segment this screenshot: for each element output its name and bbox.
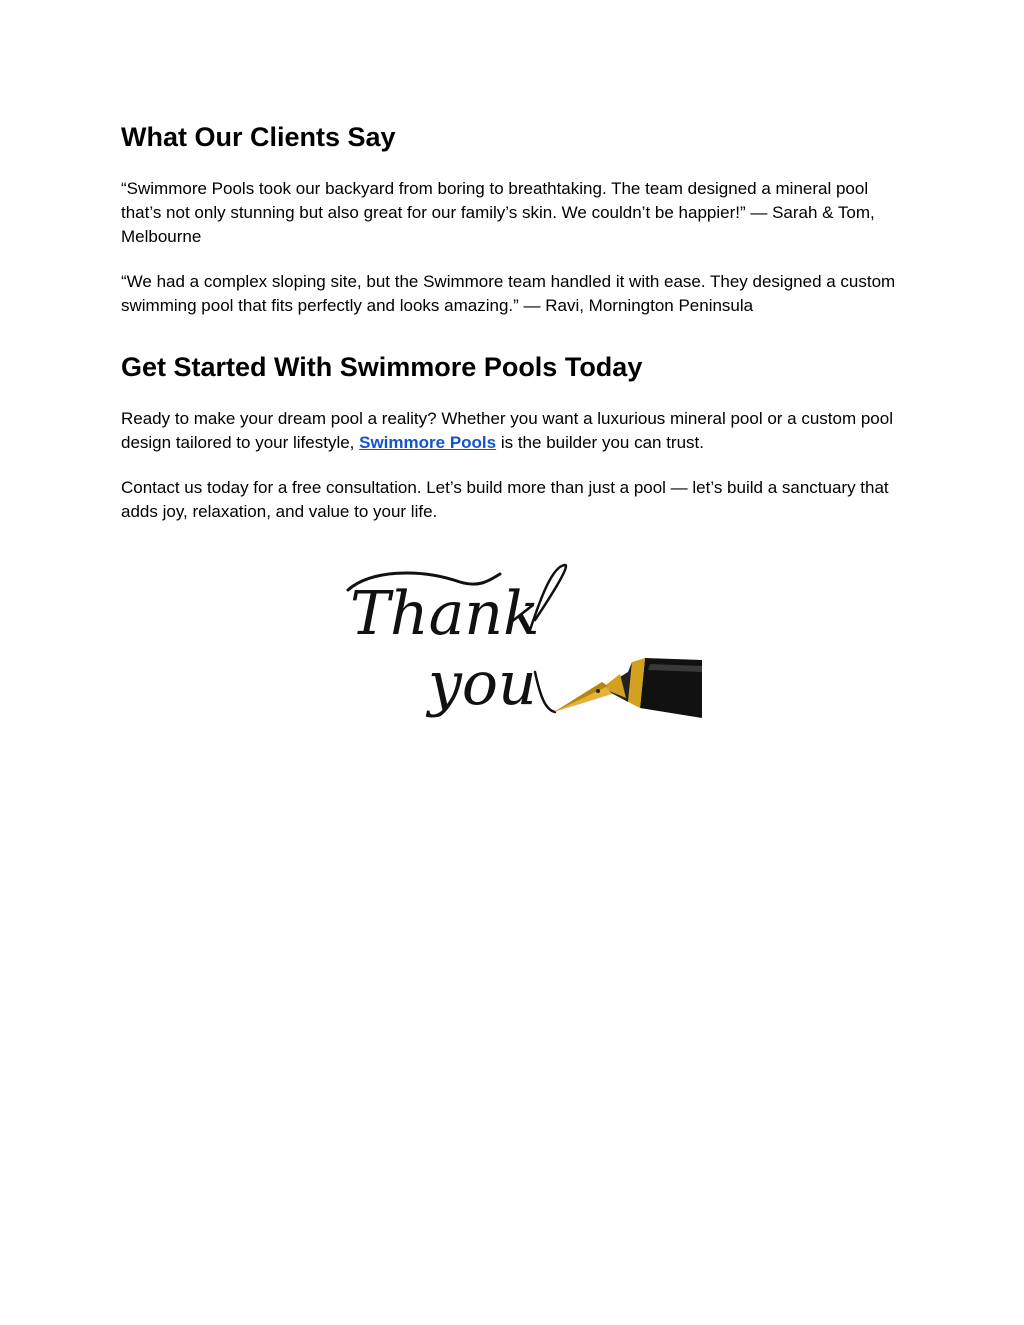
fountain-pen-icon [554, 658, 702, 718]
testimonials-heading: What Our Clients Say [121, 122, 396, 152]
testimonial-quote-1: “Swimmore Pools took our backyard from boring to breathtaking. The team designed a mineral pool that’s not only stunning but also great for our family’s skin. We couldn’t be happier!” — Sarah & Tom, Melbourne [121, 179, 875, 246]
you-word: you [428, 649, 537, 719]
thank-you-pen-image [340, 560, 702, 722]
thank-word: Thank [350, 579, 540, 649]
testimonial-quote-2: “We had a complex sloping site, but the Swimmore team handled it with ease. They designed a custom swimming pool that fits perfectly and looks amazing.” — Ravi, Mornington Peninsula [121, 272, 896, 315]
thank-you-script [348, 565, 566, 719]
get-started-paragraph-1 [121, 407, 911, 455]
get-started-paragraph-2: Contact us today for a free consultation. Let’s build more than just a pool — let’s build a sanctuary that adds joy, relaxation, and value to your life. [121, 478, 889, 521]
paragraph-text: Ready to make your dream pool a reality? Whether you want a luxurious mineral pool or a custom pool design tailored to your lifestyle, [121, 409, 893, 452]
swimmore-pools-link[interactable]: Swimmore Pools [359, 433, 497, 452]
paragraph-text: is the builder you can trust. [496, 433, 704, 452]
get-started-heading: Get Started With Swimmore Pools Today [121, 352, 643, 382]
